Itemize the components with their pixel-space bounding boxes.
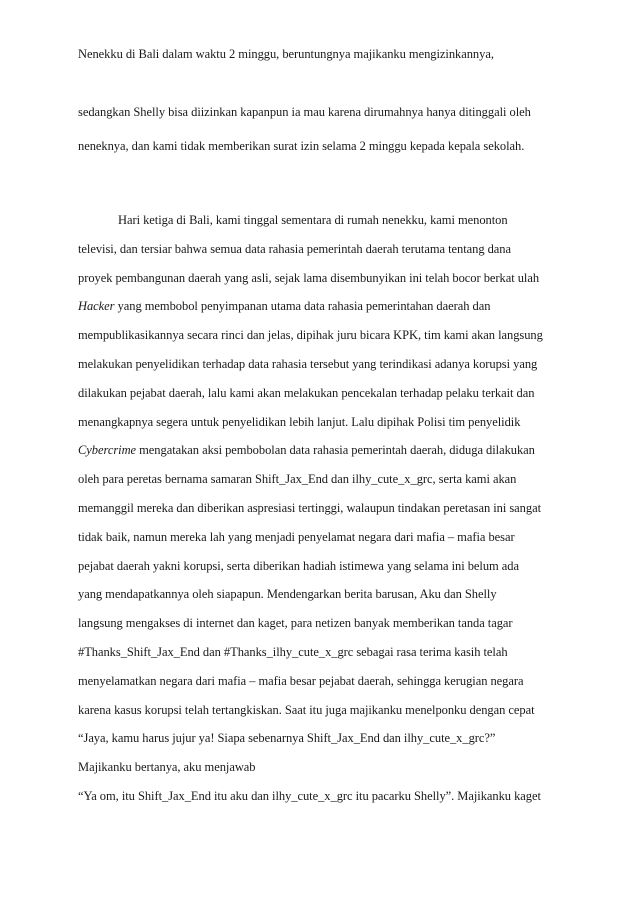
paragraph-line: Majikanku bertanya, aku menjawab bbox=[78, 760, 256, 774]
paragraph-line: tidak baik, namun mereka lah yang menjadi penyelamat negara dari mafia – mafia besar bbox=[78, 530, 515, 544]
paragraph-line: neneknya, dan kami tidak memberikan surat izin selama 2 minggu kepada kepala sekolah. bbox=[78, 139, 525, 153]
paragraph-line: oleh para peretas bernama samaran Shift_Jax_End dan ilhy_cute_x_grc, serta kami akan bbox=[78, 472, 517, 486]
paragraph-line: Hari ketiga di Bali, kami tinggal sementara di rumah nenekku, kami menonton bbox=[118, 213, 508, 227]
paragraph-line: yang mendapatkannya oleh siapapun. Mendengarkan berita barusan, Aku dan Shelly bbox=[78, 587, 497, 601]
paragraph-line: menyelamatkan negara dari mafia – mafia besar pejabat daerah, sehingga kerugian negara bbox=[78, 674, 524, 688]
italic-term: Cybercrime bbox=[78, 443, 137, 457]
paragraph-line bbox=[78, 298, 490, 314]
paragraph-line: #Thanks_Shift_Jax_End dan #Thanks_ilhy_cute_x_grc sebagai rasa terima kasih telah bbox=[78, 645, 508, 659]
paragraph-line: memanggil mereka dan diberikan aspresiasi tertinggi, walaupun tindakan peretasan ini sangat bbox=[78, 501, 542, 515]
paragraph-line: mempublikasikannya secara rinci dan jelas, dipihak juru bicara KPK, tim kami akan langsung bbox=[78, 328, 543, 342]
paragraph-line: karena kasus korupsi telah tertangkiskan. Saat itu juga majikanku menelponku dengan cepat bbox=[78, 703, 535, 717]
paragraph-line: langsung mengakses di internet dan kaget, para netizen banyak memberikan tanda tagar bbox=[78, 616, 513, 630]
paragraph-line: pejabat daerah yakni korupsi, serta diberikan hadiah istimewa yang selama ini belum ada bbox=[78, 559, 519, 573]
paragraph-line: dilakukan pejabat daerah, lalu kami akan melakukan pencekalan terhadap pelaku terkait dan bbox=[78, 386, 535, 400]
paragraph-line bbox=[78, 442, 535, 458]
paragraph-line: sedangkan Shelly bisa diizinkan kapanpun ia mau karena dirumahnya hanya ditinggali oleh bbox=[78, 105, 531, 119]
paragraph-line: televisi, dan tersiar bahwa semua data rahasia pemerintah daerah terutama tentang dana bbox=[78, 242, 511, 256]
paragraph-line: Nenekku di Bali dalam waktu 2 minggu, beruntungnya majikanku mengizinkannya, bbox=[78, 47, 494, 61]
paragraph-line: melakukan penyelidikan terhadap data rahasia tersebut yang terindikasi adanya korupsi yang bbox=[78, 357, 538, 371]
line-text: yang membobol penyimpanan utama data rahasia pemerintahan daerah dan bbox=[114, 299, 491, 313]
line-text: mengatakan aksi pembobolan data rahasia pemerintah daerah, diduga dilakukan bbox=[136, 443, 535, 457]
paragraph-line: “Ya om, itu Shift_Jax_End itu aku dan ilhy_cute_x_grc itu pacarku Shelly”. Majikanku kaget bbox=[78, 789, 541, 803]
paragraph-line: proyek pembangunan daerah yang asli, sejak lama disembunyikan ini telah bocor berkat ulah bbox=[78, 271, 540, 285]
paragraph-line: menangkapnya segera untuk penyelidikan lebih lanjut. Lalu dipihak Polisi tim penyelidik bbox=[78, 415, 521, 429]
paragraph-line: “Jaya, kamu harus jujur ya! Siapa sebenarnya Shift_Jax_End dan ilhy_cute_x_grc?” bbox=[78, 731, 496, 745]
italic-term: Hacker bbox=[78, 299, 115, 313]
